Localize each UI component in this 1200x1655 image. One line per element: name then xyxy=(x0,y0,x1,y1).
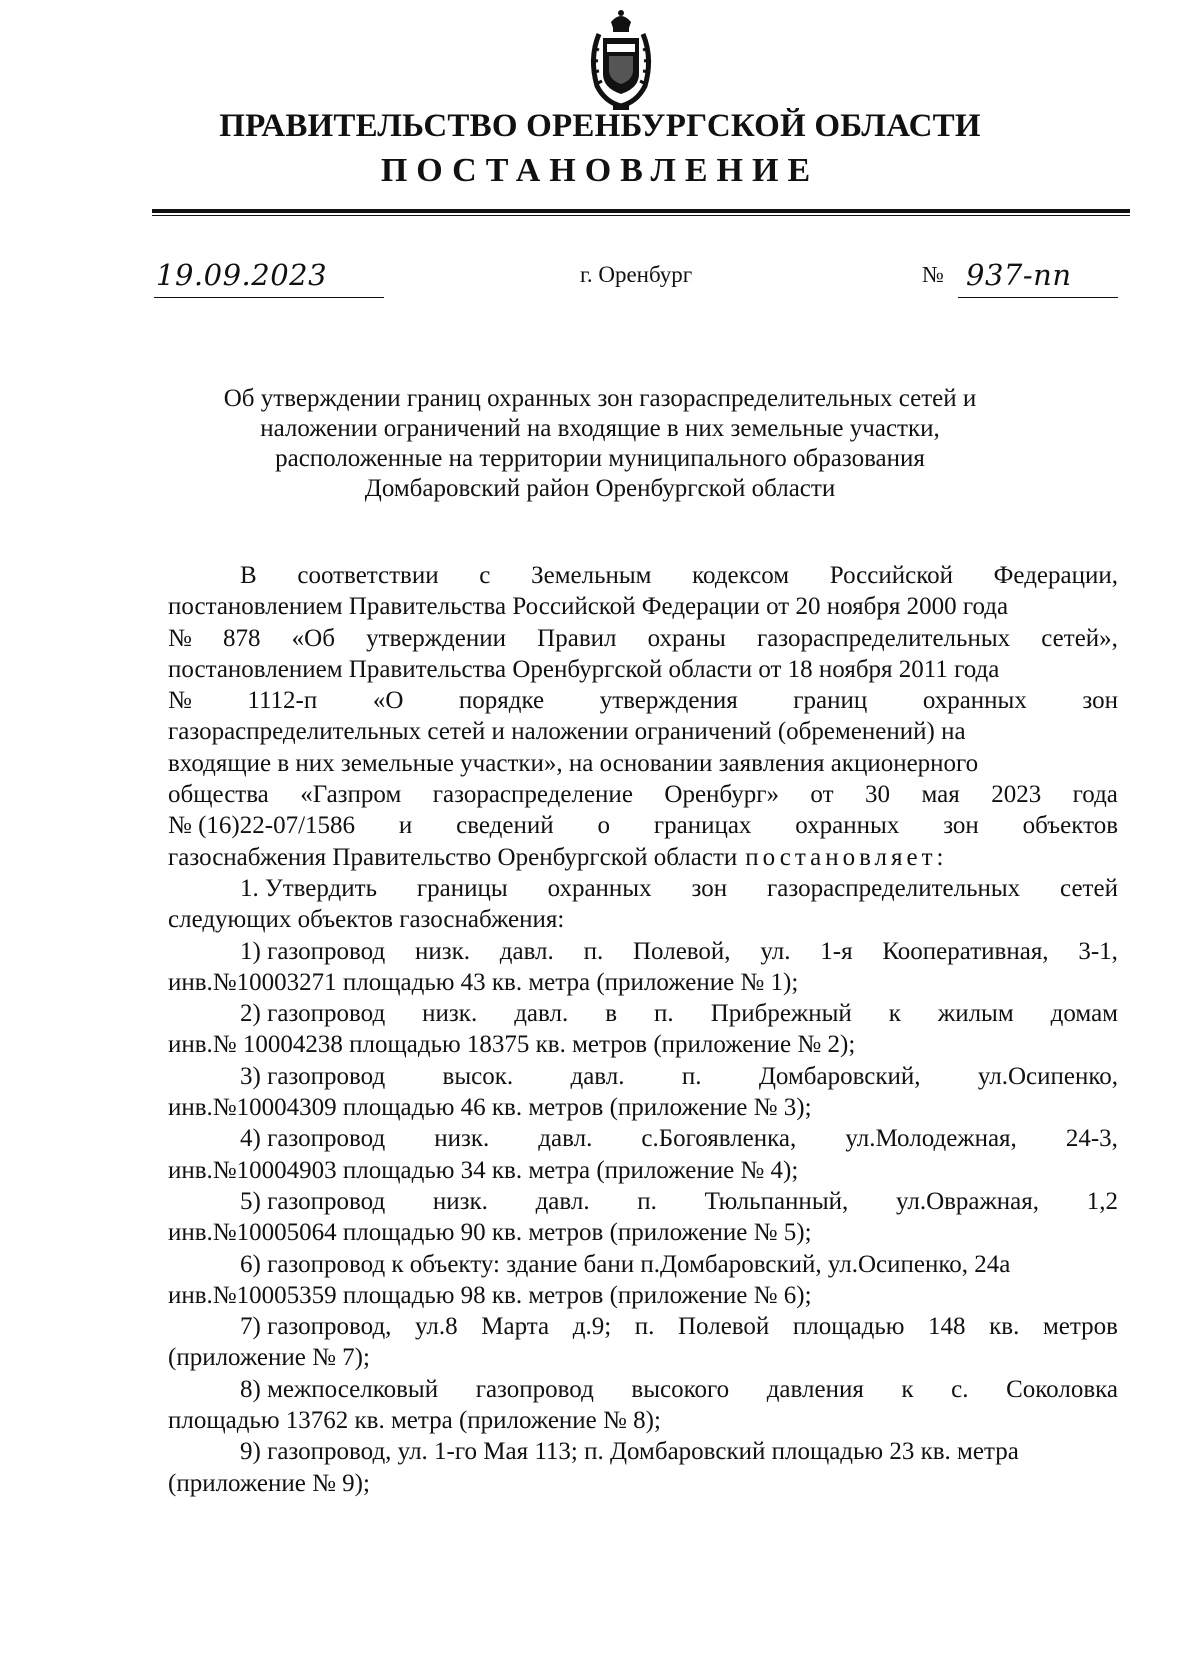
body-word: порядке xyxy=(458,687,545,715)
body-word: года xyxy=(1072,781,1118,809)
body-line xyxy=(168,936,1118,967)
body-word: ул. xyxy=(760,937,791,965)
body-line xyxy=(168,1280,1118,1311)
body-word: 7) газопровод, xyxy=(240,1313,392,1341)
body-line xyxy=(168,904,1118,935)
body-word: мая xyxy=(921,781,960,809)
body-text: инв.№10004309 площадью 46 кв. метров (приложение № 3); xyxy=(168,1094,812,1122)
body-word: границ xyxy=(793,687,868,715)
body-line xyxy=(168,591,1118,622)
body-word: 3-1, xyxy=(1078,937,1118,965)
body-word: зон xyxy=(691,874,728,902)
body-word: д.9; xyxy=(572,1313,612,1341)
body-word: охранных xyxy=(547,874,652,902)
body-line xyxy=(168,1092,1118,1123)
body-word: 5) газопровод xyxy=(240,1187,386,1215)
body-text: инв.№ 10004238 площадью 18375 кв. метров (приложение № 2); xyxy=(168,1031,856,1059)
body-word: В xyxy=(240,562,257,589)
body-text: (приложение № 9); xyxy=(168,1469,370,1497)
government-name: ПРАВИТЕЛЬСТВО ОРЕНБУРГСКОЙ ОБЛАСТИ xyxy=(219,108,981,144)
body-word: давл. xyxy=(514,1000,569,1028)
handwritten-date: 19.09.2023 xyxy=(156,258,328,292)
body-text: инв.№10005064 площадью 90 кв. метров (приложение № 5); xyxy=(168,1219,812,1247)
body-text: постановлением Правительства Российской Федерации от 20 ноября 2000 года xyxy=(168,593,1009,621)
document-body xyxy=(168,560,1118,1499)
body-word: кодексом xyxy=(692,562,790,589)
title-line: Об утверждении границ охранных зон газораспределительных сетей и xyxy=(223,385,977,412)
body-word: 2) газопровод xyxy=(240,1000,386,1028)
body-word: Соколовка xyxy=(1006,1375,1118,1403)
body-line xyxy=(168,748,1118,779)
body-word: «Об xyxy=(291,624,335,652)
body-word: № xyxy=(168,687,192,715)
body-word: «О xyxy=(372,687,404,715)
number-sign: № xyxy=(922,262,944,287)
body-text: 6) газопровод к объекту: здание бани п.Домбаровский, ул.Осипенко, 24а xyxy=(240,1250,1011,1278)
title-line: Домбаровский район Оренбургской области xyxy=(364,475,836,502)
body-text: газоснабжения Правительство Оренбургской области xyxy=(168,843,738,871)
body-word: п. xyxy=(681,1062,702,1090)
body-word: давл. xyxy=(535,1187,590,1215)
body-word: давл. xyxy=(570,1062,625,1090)
body-line xyxy=(168,654,1118,685)
body-word: зон xyxy=(943,812,979,840)
body-line xyxy=(168,1436,1118,1467)
body-line xyxy=(168,1249,1118,1280)
body-line xyxy=(168,1123,1118,1154)
title-line: расположенные на территории муниципального образования xyxy=(275,445,925,472)
body-word: объектов xyxy=(1022,812,1118,840)
body-word: Домбаровский, xyxy=(758,1062,921,1090)
date-underline xyxy=(154,297,384,298)
body-word: ул.8 xyxy=(415,1313,458,1341)
document-title xyxy=(160,384,1040,504)
body-word: с. xyxy=(951,1375,969,1403)
body-line xyxy=(168,1217,1118,1248)
date-field xyxy=(154,258,384,298)
body-line xyxy=(168,967,1118,998)
body-word: площадью xyxy=(792,1313,905,1341)
body-text: входящие в них земельные участки», на основании заявления акционерного xyxy=(168,749,979,777)
body-word: газораспределительных xyxy=(766,874,1021,902)
body-word: 30 xyxy=(865,781,890,809)
body-word: Земельным xyxy=(531,562,652,589)
body-text: газораспределительных сетей и наложении ограничений (обременений) на xyxy=(168,718,966,746)
body-line xyxy=(168,1311,1118,1342)
body-word: низк. xyxy=(414,937,470,965)
body-text: площадью 13762 кв. метра (приложение № 8); xyxy=(168,1407,661,1435)
body-word: высок. xyxy=(442,1062,514,1090)
body-word: п. xyxy=(634,1313,655,1341)
body-line xyxy=(168,1155,1118,1186)
body-word: 1,2 xyxy=(1086,1187,1118,1215)
body-line xyxy=(168,1061,1118,1092)
body-word: Кооперативная, xyxy=(882,937,1049,965)
body-word: домам xyxy=(1050,1000,1118,1028)
body-word: № xyxy=(168,624,192,652)
body-word: кв. xyxy=(989,1313,1020,1341)
body-word: соответствии xyxy=(297,562,439,589)
body-word: утверждении xyxy=(366,624,507,652)
body-word: в xyxy=(605,1000,618,1028)
body-word: от xyxy=(810,781,834,809)
body-word: и xyxy=(398,812,413,840)
body-word: Оренбург» xyxy=(664,781,779,809)
body-word: 148 xyxy=(928,1313,966,1341)
body-word: 24-3, xyxy=(1065,1125,1118,1153)
body-line xyxy=(168,1029,1118,1060)
body-word: 1112-п xyxy=(247,687,318,715)
body-word: общества xyxy=(168,781,269,809)
body-text: (приложение № 7); xyxy=(168,1344,370,1372)
body-word: о xyxy=(597,812,610,840)
body-word: охранных xyxy=(922,687,1027,715)
body-word: сетей xyxy=(1060,874,1118,902)
body-word: охранных xyxy=(795,812,900,840)
body-word: с.Богоявленка, xyxy=(641,1125,797,1153)
body-word: 2023 xyxy=(991,781,1042,809)
body-word: п. xyxy=(637,1187,657,1215)
body-word: сведений xyxy=(456,812,554,840)
body-word: «Газпром xyxy=(300,781,402,809)
number-underline xyxy=(958,297,1118,298)
body-line xyxy=(168,560,1118,591)
body-word: давл. xyxy=(538,1125,593,1153)
body-word: границы xyxy=(416,874,508,902)
header-rule-thick xyxy=(152,209,1130,213)
body-line xyxy=(168,779,1118,810)
body-word: п. xyxy=(654,1000,674,1028)
body-text: инв.№10004903 площадью 34 кв. метра (приложение № 4); xyxy=(168,1156,799,1184)
body-word: Федерации, xyxy=(993,562,1118,589)
header-rule-thin xyxy=(152,215,1130,216)
body-word: Полевой, xyxy=(633,937,731,965)
body-word: низк. xyxy=(422,1000,478,1028)
body-line xyxy=(168,873,1118,904)
body-line xyxy=(168,685,1118,716)
body-text: следующих объектов газоснабжения: xyxy=(168,906,565,934)
body-line xyxy=(168,716,1118,747)
body-word: газораспределение xyxy=(432,781,633,809)
body-word: 1-я xyxy=(820,937,853,965)
document-type: ПОСТАНОВЛЕНИЕ xyxy=(380,152,820,189)
decree-word: постановляет: xyxy=(745,843,948,871)
city-label: г. Оренбург xyxy=(580,262,693,287)
body-line xyxy=(168,810,1118,841)
body-word: сетей», xyxy=(1041,624,1118,652)
body-word: № (16)22-07/1586 xyxy=(168,812,356,840)
body-line xyxy=(168,623,1118,654)
body-word: п. xyxy=(583,937,604,965)
body-word: Российской xyxy=(829,562,953,589)
coat-of-arms-emblem xyxy=(583,8,659,112)
body-word: к xyxy=(901,1375,914,1403)
body-word: 878 xyxy=(223,624,261,652)
body-text: инв.№10003271 площадью 43 кв. метра (приложение № 1); xyxy=(168,968,799,996)
number-field xyxy=(922,258,1132,298)
body-line xyxy=(168,1374,1118,1405)
body-word: жилым xyxy=(937,1000,1014,1028)
body-word: утверждения xyxy=(599,687,738,715)
body-word: высокого xyxy=(631,1375,730,1403)
body-word: ул.Осипенко, xyxy=(977,1062,1118,1090)
body-word: Полевой xyxy=(678,1313,770,1341)
body-word: 1) газопровод xyxy=(240,937,386,965)
body-line xyxy=(168,842,1118,873)
body-word: метров xyxy=(1042,1313,1118,1341)
body-word: газораспределительных xyxy=(756,624,1011,652)
body-line xyxy=(168,1405,1118,1436)
body-line xyxy=(168,998,1118,1029)
body-word: Марта xyxy=(481,1313,550,1341)
body-word: Правил xyxy=(537,624,617,652)
body-word: Прибрежный xyxy=(710,1000,852,1028)
body-text: постановлением Правительства Оренбургской области от 18 ноября 2011 года xyxy=(168,655,1000,683)
body-text: 9) газопровод, ул. 1-го Мая 113; п. Домбаровский площадью 23 кв. метра xyxy=(240,1438,1019,1466)
body-word: 8) межпоселковый xyxy=(240,1375,439,1403)
body-word: ул.Овражная, xyxy=(895,1187,1040,1215)
body-word: с xyxy=(479,562,491,589)
body-line xyxy=(168,1342,1118,1373)
body-word: к xyxy=(888,1000,901,1028)
body-word: 1. Утвердить xyxy=(240,874,377,902)
body-word: зон xyxy=(1082,687,1118,715)
body-word: охраны xyxy=(647,624,726,652)
body-word: газопровод xyxy=(475,1375,594,1403)
body-word: границах xyxy=(653,812,752,840)
body-line xyxy=(168,1468,1118,1499)
body-text: инв.№10005359 площадью 98 кв. метров (приложение № 6); xyxy=(168,1281,812,1309)
body-line xyxy=(168,1186,1118,1217)
body-word: низк. xyxy=(432,1187,488,1215)
body-word: ул.Молодежная, xyxy=(845,1125,1017,1153)
title-line: наложении ограничений на входящие в них земельные участки, xyxy=(260,415,940,442)
body-word: Тюльпанный, xyxy=(704,1187,849,1215)
body-word: давл. xyxy=(499,937,554,965)
body-word: 4) газопровод xyxy=(240,1125,386,1153)
handwritten-number: 937-пп xyxy=(966,258,1072,292)
body-word: 3) газопровод xyxy=(240,1062,386,1090)
body-word: низк. xyxy=(434,1125,490,1153)
body-word: давления xyxy=(766,1375,864,1403)
